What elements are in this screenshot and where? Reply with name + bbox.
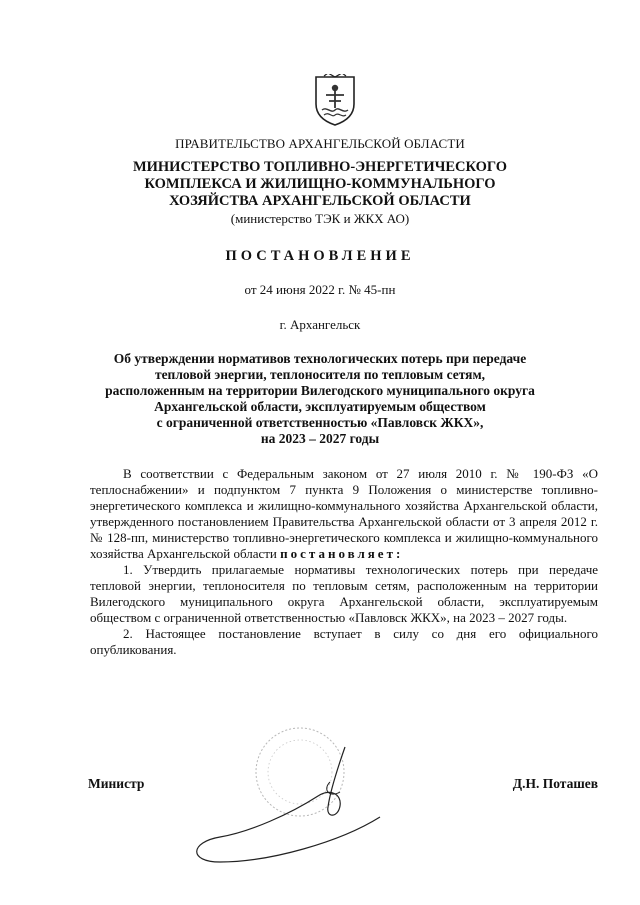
resolves-word: постановляет: bbox=[280, 546, 404, 561]
ministry-line: МИНИСТЕРСТВО ТОПЛИВНО-ЭНЕРГЕТИЧЕСКОГО bbox=[132, 159, 508, 175]
ministry-line: ХОЗЯЙСТВА АРХАНГЕЛЬСКОЙ ОБЛАСТИ bbox=[169, 193, 471, 209]
ministry-abbreviation: (министерство ТЭК и ЖКХ АО) bbox=[230, 211, 410, 226]
subject-line: на 2023 – 2027 годы bbox=[260, 431, 380, 446]
coat-of-arms-icon bbox=[312, 74, 358, 126]
signatory-name: Д.Н. Поташев bbox=[512, 776, 598, 791]
decree-city: г. Архангельск bbox=[279, 317, 361, 332]
decree-title: ПОСТАНОВЛЕНИЕ bbox=[225, 248, 415, 264]
preamble-text: В соответствии с Федеральным законом от 27 июля 2010 г. № 190-ФЗ «О теплоснабжении» и подпунктом 7 пункта 9 Положения о министерстве топливно-энергетического комплекса и жилищно-коммунального хозяйства Архангельской области, утвержденного постановлением Правительства Архангельской области от 3 апреля 2012 г. № 128-пп, министерство топливно-энергетического комплекса и жилищно-коммунального хозяйства Архангельской области bbox=[90, 466, 598, 561]
item-2: 2. Настоящее постановление вступает в силу со дня его официального опубликования. bbox=[90, 626, 598, 657]
government-name: ПРАВИТЕЛЬСТВО АРХАНГЕЛЬСКОЙ ОБЛАСТИ bbox=[175, 136, 465, 151]
subject-line: Архангельской области, эксплуатируемым обществом bbox=[154, 399, 486, 414]
subject-line: расположенным на территории Вилегодского муниципального округа bbox=[105, 383, 535, 398]
subject-line: тепловой энергии, теплоносителя по тепловым сетям, bbox=[154, 367, 486, 382]
subject-line: с ограниченной ответственностью «Павловск ЖКХ», bbox=[156, 415, 484, 430]
decree-subject bbox=[60, 351, 580, 447]
decree-body bbox=[90, 466, 598, 658]
subject-line: Об утверждении нормативов технологических потерь при передаче bbox=[113, 351, 527, 366]
item-1: 1. Утвердить прилагаемые нормативы технологических потерь при передаче тепловой энергии, теплоносителя по тепловым сетям, расположенным на территории Вилегодского муниципального округа Архангельской области, эксплуатируемым обществом с ограниченной ответственностью «Павловск ЖКХ», на 2023 – 2027 годы. bbox=[90, 562, 598, 625]
signatory-position: Министр bbox=[88, 776, 145, 791]
ministry-name bbox=[60, 159, 580, 227]
decree-date: от 24 июня 2022 г. № 45-пн bbox=[244, 282, 396, 297]
preamble-paragraph bbox=[90, 466, 598, 562]
seal-and-signature-image bbox=[180, 722, 410, 872]
ministry-line: КОМПЛЕКСА И ЖИЛИЩНО-КОММУНАЛЬНОГО bbox=[144, 176, 496, 192]
